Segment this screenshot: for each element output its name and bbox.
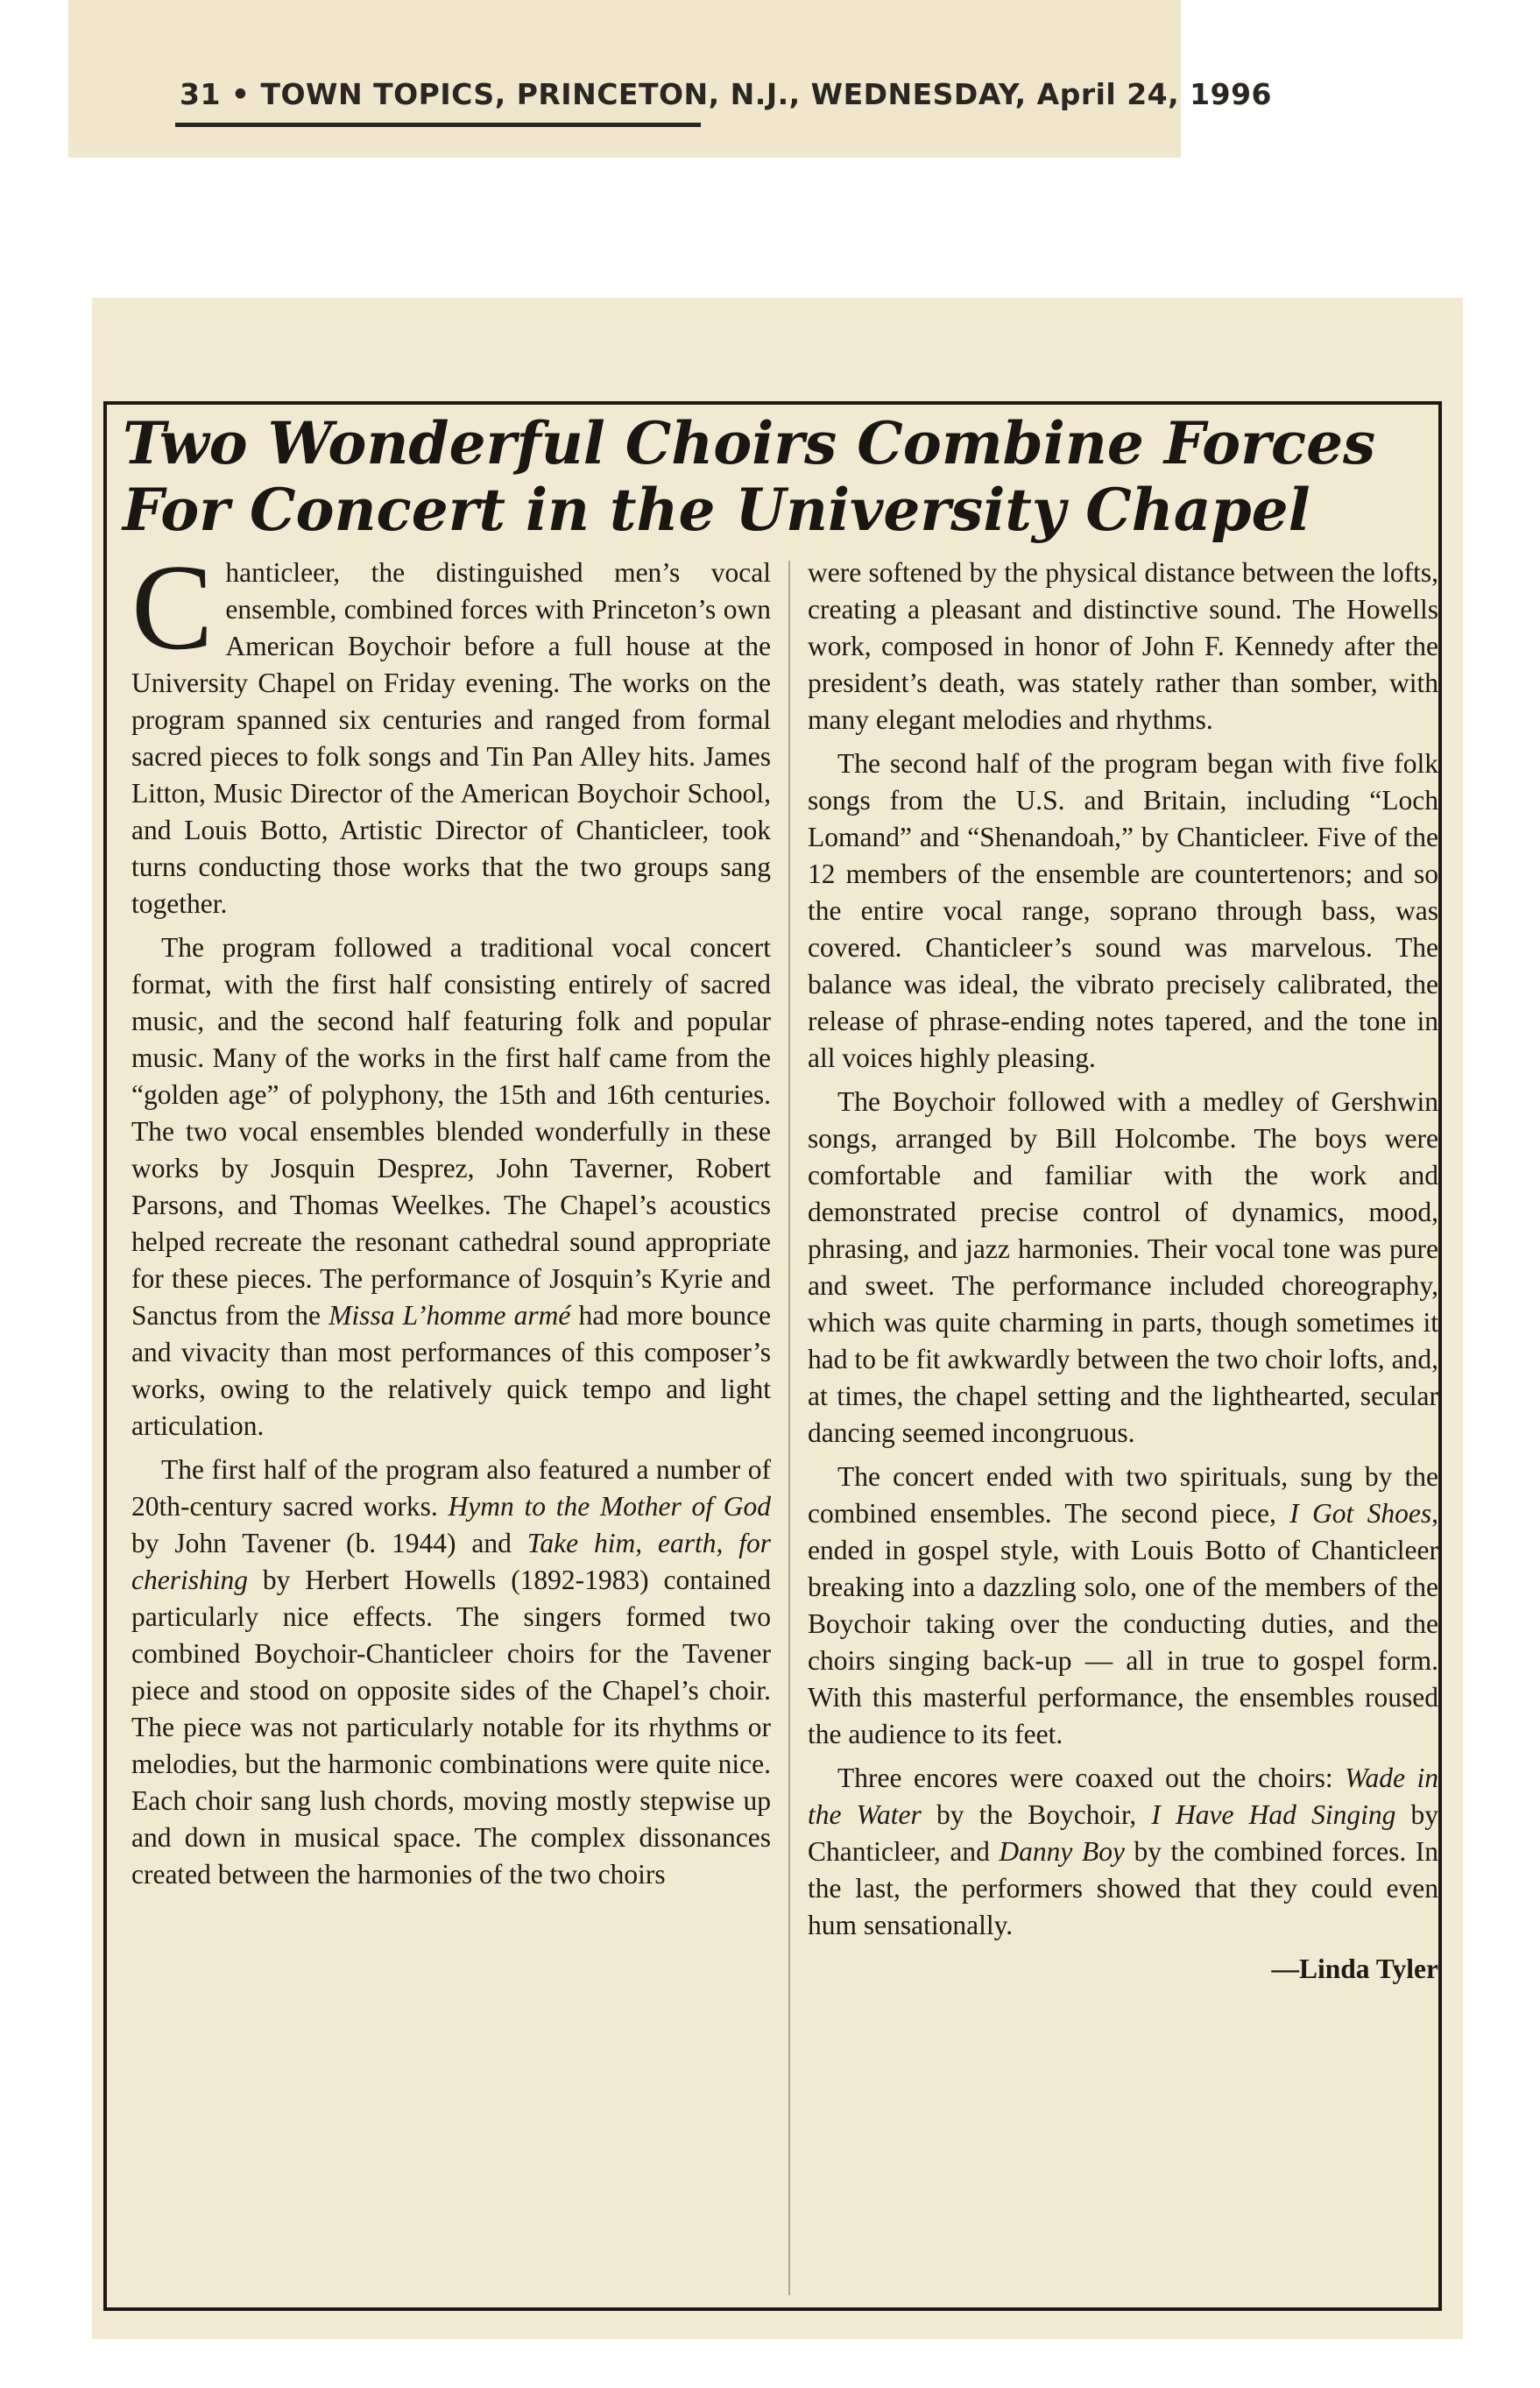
paragraph-7-title-1: Wade in the Water — [808, 1763, 1438, 1830]
paragraph-5: The Boychoir followed with a medley of Gershwin songs, arranged by Bill Holcombe. The boys were comfortable and familiar with the work and demonstrated precise control of dynamics, mood, phrasing, and jazz harmonies. Their vocal tone was pure and sweet. The performance included choreography, which was quite charming in parts, though sometimes it had to be fit awkwardly between the two choir lofts, and, at times, the chapel setting and the lighthearted, secular dancing seemed incongruous. — [808, 1086, 1438, 1448]
paragraph-3-text-a: The first half of the program also featured a number of 20th-century sacred works. — [131, 1454, 771, 1522]
paragraph-3 — [131, 1452, 771, 1893]
paragraph-7-text-d: by the combined forces. In the last, the performers showed that they could even hum sensationally. — [808, 1836, 1438, 1940]
paragraph-2 — [131, 929, 771, 1445]
headline-line-2: For Concert in the University Chapel — [123, 476, 1310, 544]
masthead: 31 • TOWN TOPICS, PRINCETON, N.J., WEDNESDAY, April 24, 1996 — [180, 77, 1273, 111]
paragraph-1-text: hanticleer, the distinguished men’s vocal ensemble, combined forces with Princeton’s own American Boychoir before a full house at the University Chapel on Friday evening. The works on the program spanned six centuries and ranged from formal sacred pieces to folk songs and Tin Pan Alley hits. James Litton, Music Director of the American Boychoir School, and Louis Botto, Artistic Director of Chanticleer, took turns conducting those works that the two groups sang together. — [131, 557, 771, 919]
paragraph-6 — [808, 1459, 1438, 1753]
paragraph-7-title-2: I Have Had Singing — [1151, 1799, 1396, 1830]
column-divider — [788, 561, 790, 2295]
paragraph-4: The second half of the program began with five folk songs from the U.S. and Britain, including “Loch Lomand” and “Shenandoah,” by Chanticleer. Five of the 12 members of the ensemble are countertenors; and so the entire vocal range, soprano through bass, was covered. Chanticleer’s sound was marvelous. The balance was ideal, the vibrato precisely calibrated, the release of phrase-ending notes tapered, and the tone in all voices highly pleasing. — [808, 748, 1438, 1073]
masthead-rule — [175, 123, 701, 127]
headline-line-1: Two Wonderful Choirs Combine Forces — [123, 409, 1376, 477]
byline: —Linda Tyler — [1271, 1953, 1438, 1984]
paragraph-7-text-a: Three encores were coaxed out the choirs: — [837, 1763, 1346, 1793]
paragraph-6-title: I Got Shoes — [1289, 1498, 1432, 1529]
headline — [123, 410, 1437, 543]
article-bottom-rule — [103, 2307, 1442, 2311]
paragraph-3-title-1: Hymn to the Mother of God — [448, 1491, 771, 1522]
paragraph-7-text-c: by Chanticleer, and — [808, 1799, 1439, 1867]
paragraph-2-title: Missa L’homme armé — [328, 1300, 571, 1331]
paragraph-3-text-b: by John Tavener (b. 1944) and — [131, 1528, 527, 1558]
paragraph-7-text-b: by the Boychoir, — [921, 1799, 1152, 1830]
paragraph-6-text-a: The concert ended with two spirituals, sung by the combined ensembles. The second piece, — [808, 1461, 1438, 1529]
paragraph-3-text-c: by Herbert Howells (1892-1983) contained particularly nice effects. The singers formed two combined Boychoir-Chanticleer choirs for the Tavener piece and stood on opposite sides of the Chapel’s choir. The piece was not particularly notable for its rhythms or melodies, but the harmonic combinations were quite nice. Each choir sang lush chords, moving mostly stepwise up and down in musical space. The complex dissonances created between the harmonies of the two choirs — [131, 1565, 771, 1890]
paragraph-7-title-3: Danny Boy — [999, 1836, 1125, 1867]
paragraph-2-text-b: had more bounce and vivacity than most performances of this composer’s works, owing to the relatively quick tempo and light articulation. — [131, 1300, 771, 1441]
article-column-left — [131, 540, 771, 1900]
article-column-right — [808, 555, 1438, 1995]
paragraph-7 — [808, 1760, 1438, 1944]
paragraph-6-text-b: , ended in gospel style, with Louis Botto of Chanticleer breaking into a dazzling solo, one of the members of the Boychoir taking over the conducting duties, and the choirs singing back-up — all in true to gospel form. With this masterful performance, the ensembles roused the audience to its feet. — [808, 1498, 1439, 1749]
paragraph-2-text-a: The program followed a traditional vocal concert format, with the first half consisting entirely of sacred music, and the second half featuring folk and popular music. Many of the works in the first half came from the “golden age” of polyphony, the 15th and 16th centuries. The two vocal ensembles blended wonderfully in these works by Josquin Desprez, John Taverner, Robert Parsons, and Thomas Weelkes. The Chapel’s acoustics helped recreate the resonant cathedral sound appropriate for these pieces. The performance of Josquin’s Kyrie and Sanctus from the — [131, 932, 771, 1331]
drop-cap: C — [131, 540, 214, 675]
paragraph-3-continued: were softened by the physical distance between the lofts, creating a pleasant and distinctive sound. The Howells work, composed in honor of John F. Kennedy after the president’s death, was stately rather than somber, with many elegant melodies and rhythms. — [808, 557, 1438, 735]
paragraph-1 — [131, 540, 771, 922]
paragraph-3-title-2: Take him, earth, for cherishing — [131, 1528, 771, 1595]
